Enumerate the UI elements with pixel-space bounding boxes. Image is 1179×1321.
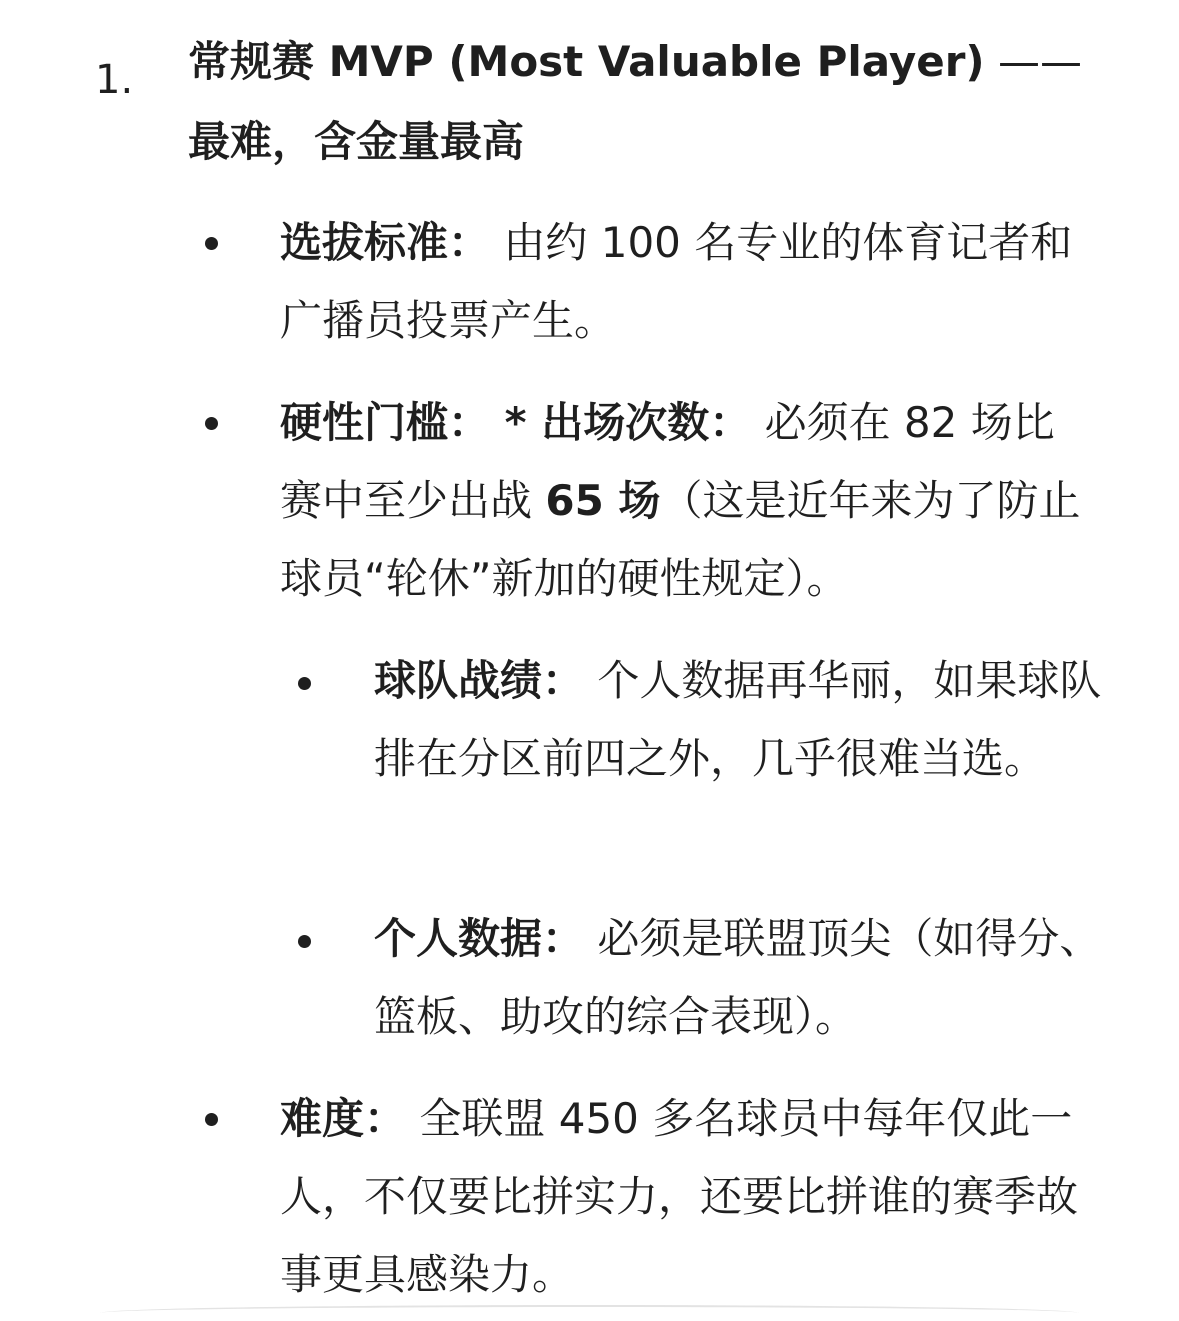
- bullet-label: 球队战绩：: [374, 656, 585, 705]
- bullet-label: 个人数据：: [374, 914, 585, 963]
- bullet-label: 选拔标准：: [280, 218, 491, 267]
- bullet-difficulty-text: [280, 1080, 1100, 1314]
- bullet-sub-label: * 出场次数：: [490, 398, 752, 447]
- bullet-dot: [205, 237, 218, 250]
- section-title: [188, 22, 1118, 182]
- bottom-panel-edge: [100, 1305, 1079, 1321]
- bullet-body-2: （这是近年来为了防止球员“轮休”新加的硬性规定）。: [280, 476, 1081, 603]
- title-dash: ——: [984, 37, 1082, 86]
- bullet-dot: [298, 677, 311, 690]
- sub-bullet-stats-text: [374, 900, 1114, 1056]
- title-line2: 最难，含金量最高: [188, 117, 525, 166]
- sub-bullet-team-record-text: [374, 642, 1114, 798]
- bullet-body: 全联盟 450 多名球员中每年仅此一人，不仅要比拼实力，还要比拼谁的赛季故事更具感染力。: [280, 1094, 1079, 1299]
- bullet-dot: [205, 1113, 218, 1126]
- bullet-dot: [205, 417, 218, 430]
- bullet-label: 难度：: [280, 1094, 407, 1143]
- bullet-selection-text: [280, 204, 1090, 360]
- bullet-body: 由约 100 名专业的体育记者和广播员投票产生。: [280, 218, 1073, 345]
- bullet-label: 硬性门槛：: [280, 398, 491, 447]
- title-main: 常规赛 MVP (Most Valuable Player): [188, 37, 985, 86]
- bullet-body: 必须是联盟顶尖（如得分、篮板、助攻的综合表现）。: [374, 914, 1102, 1041]
- bullet-dot: [298, 935, 311, 948]
- bullet-threshold-text: [280, 384, 1095, 618]
- list-number: 1.: [95, 57, 134, 103]
- bullet-body: 个人数据再华丽，如果球队排在分区前四之外，几乎很难当选。: [374, 656, 1102, 783]
- bullet-body: 必须在 82 场比赛中至少出战: [280, 398, 1055, 525]
- bullet-bold-value: 65 场: [545, 476, 661, 525]
